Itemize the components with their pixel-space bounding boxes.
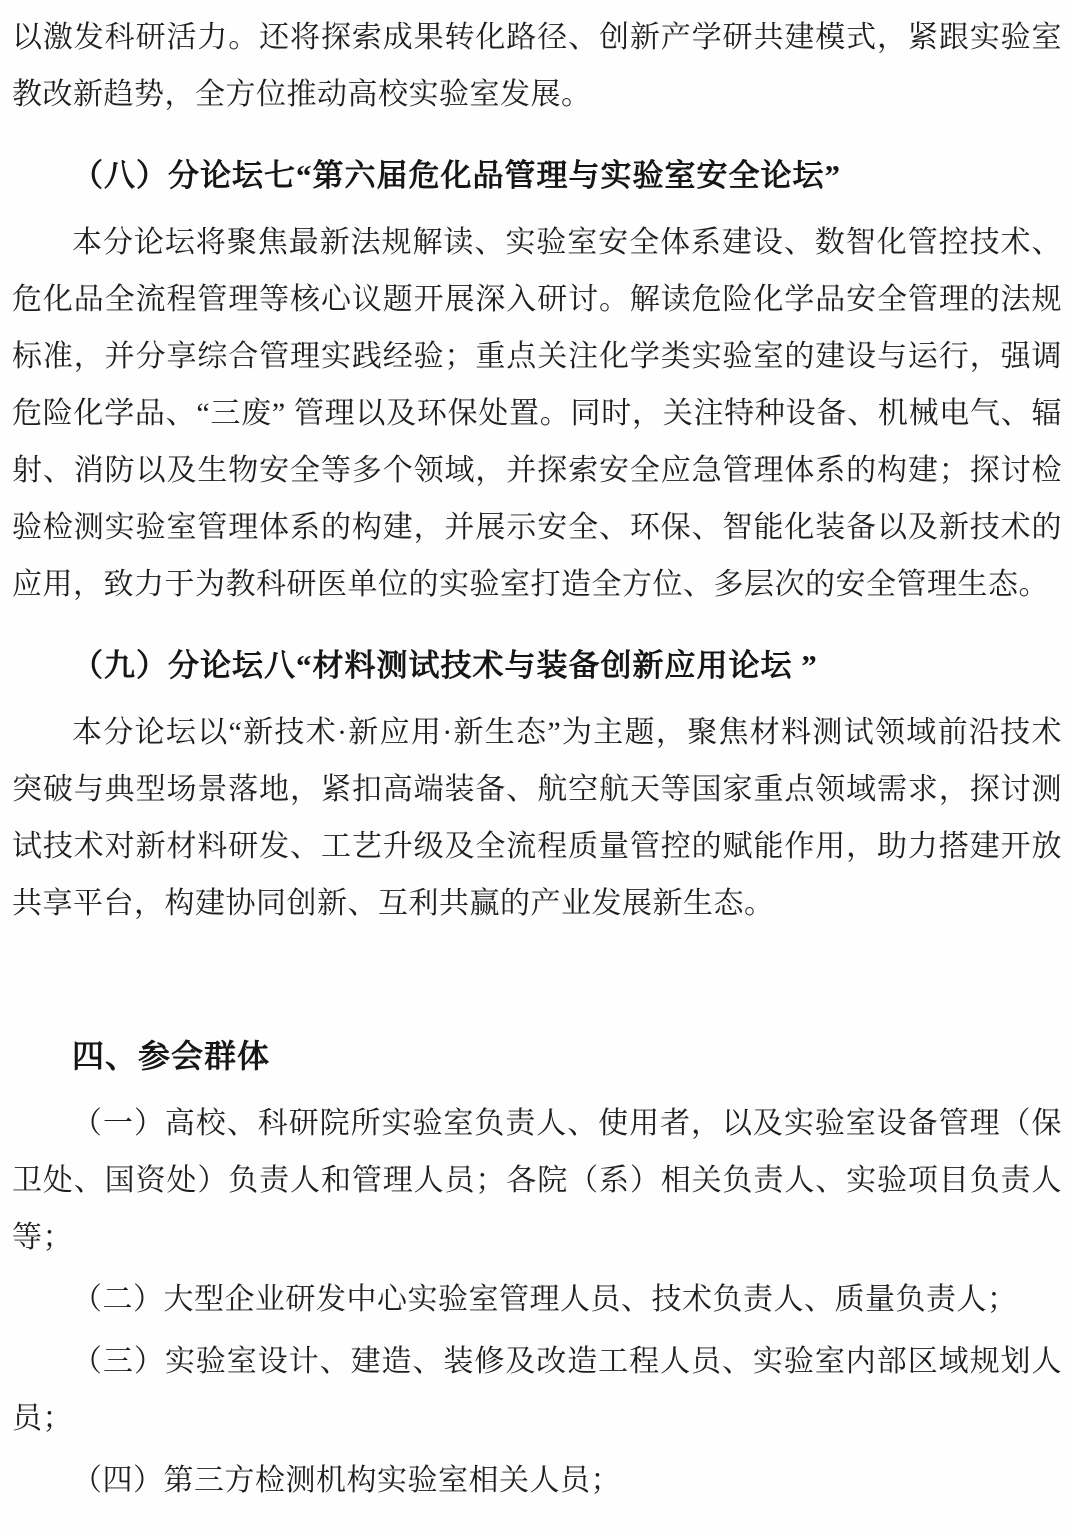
section-heading-forum-eight: （九）分论坛八“材料测试技术与装备创新应用论坛 ” [72,648,818,683]
attendee-group-item-4: （四）第三方检测机构实验室相关人员； [72,1464,621,1497]
section-heading-attendee-groups: 四、参会群体 [72,1038,271,1074]
intro-paragraph: 以激发科研活力。还将探索成果转化路径、创新产学研共建模式，紧跟实验室教改新趋势，全方位推动高校实验室发展。 [12,21,1062,111]
attendee-group-item-1: （一）高校、科研院所实验室负责人、使用者，以及实验室设备管理（保卫处、国资处）负责人和管理人员；各院（系）相关负责人、实验项目负责人等； [12,1107,1062,1254]
forum-eight-description-paragraph: 本分论坛以“新技术·新应用·新生态”为主题，聚焦材料测试领域前沿技术突破与典型场景落地，紧扣高端装备、航空航天等国家重点领域需求，探讨测试技术对新材料研发、工艺升级及全流程质量管控的赋能作用，助力搭建开放共享平台，构建协同创新、互利共赢的产业发展新生态。 [12,716,1062,920]
section-heading-forum-seven: （八）分论坛七“第六届危化品管理与实验室安全论坛” [72,158,841,193]
attendee-group-item-3: （三）实验室设计、建造、装修及改造工程人员、实验室内部区域规划人员； [12,1345,1062,1435]
attendee-group-item-2: （二）大型企业研发中心实验室管理人员、技术负责人、质量负责人； [72,1283,1018,1316]
forum-seven-description-paragraph: 本分论坛将聚焦最新法规解读、实验室安全体系建设、数智化管控技术、危化品全流程管理等核心议题开展深入研讨。解读危险化学品安全管理的法规标准，并分享综合管理实践经验；重点关注化学类实验室的建设与运行，强调危险化学品、“三废” 管理以及环保处置。同时，关注特种设备、机械电气、辐射、消防以及生物安全等多个领域，并探索安全应急管理体系的构建；探讨检验检测实验室管理体系的构建，并展示安全、环保、智能化装备以及新技术的应用，致力于为教科研医单位的实验室打造全方位、多层次的安全管理生态。 [12,226,1062,601]
